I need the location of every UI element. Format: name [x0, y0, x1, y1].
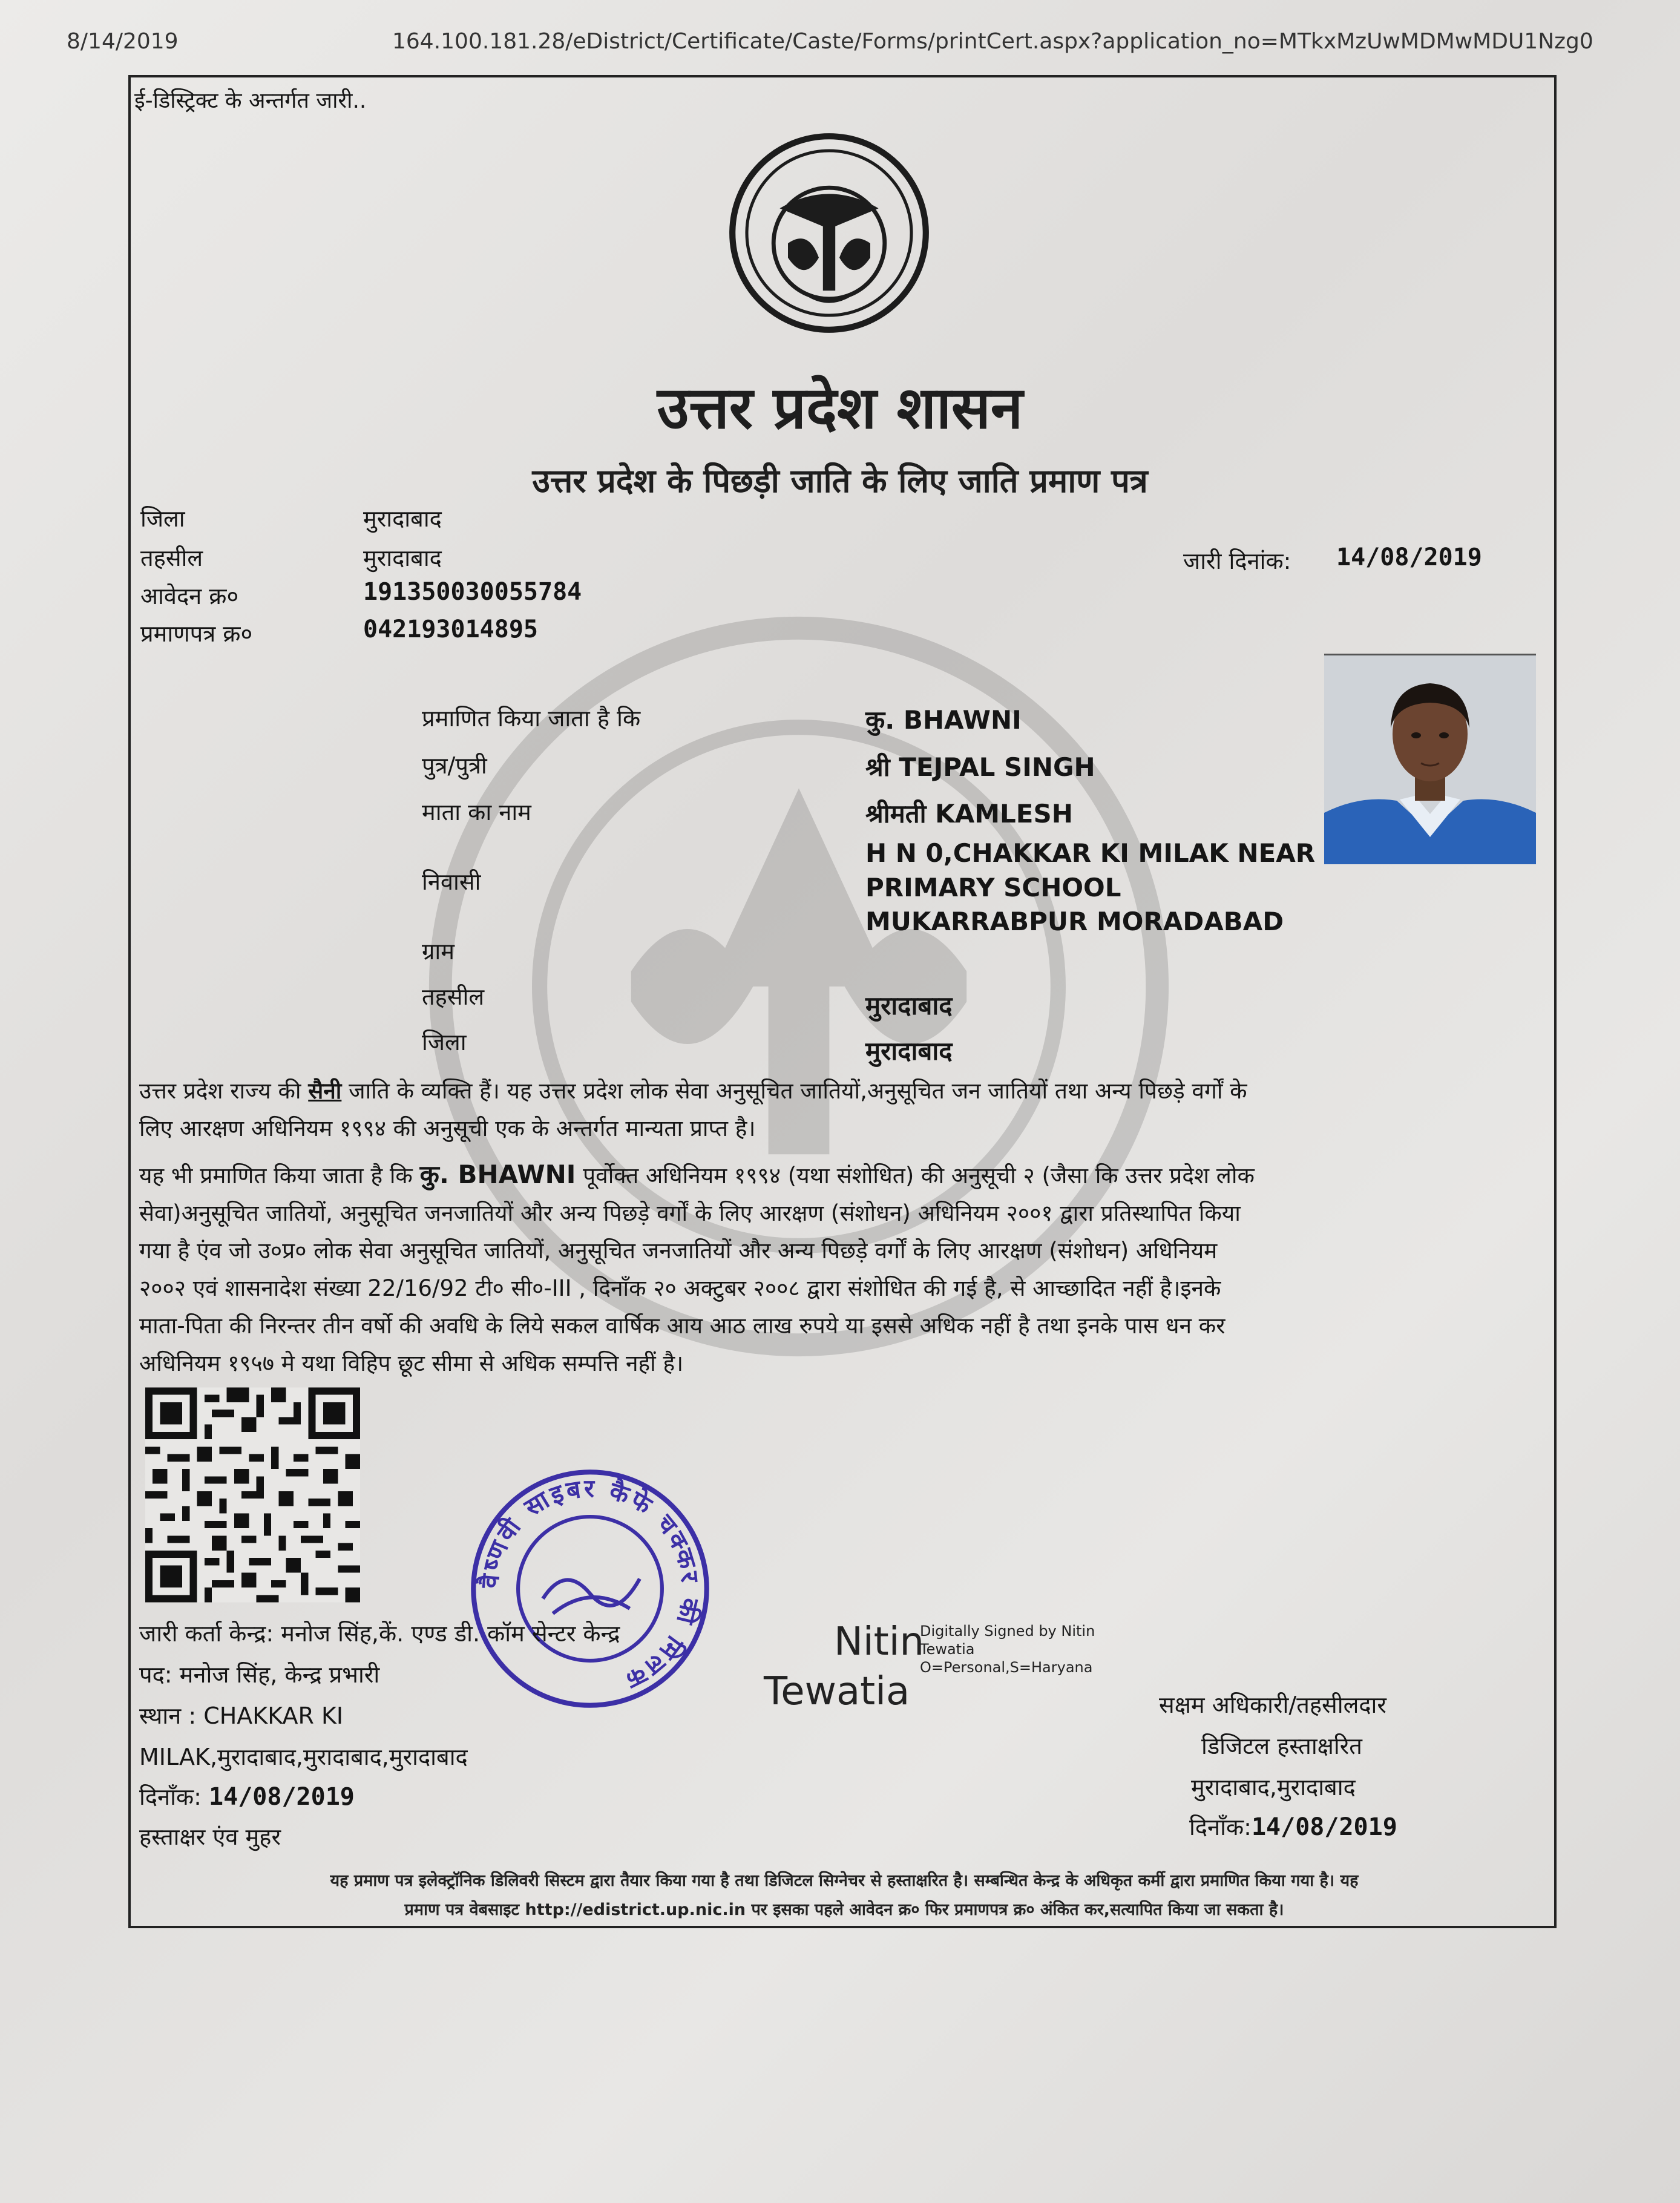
- issue-place-line-1: स्थान : CHAKKAR KI: [139, 1702, 344, 1729]
- district-value: मुरादाबाद: [363, 505, 442, 532]
- issuer-date: दिनाँक: 14/08/2019: [139, 1783, 355, 1811]
- field-district-value: मुरादाबाद: [865, 1036, 953, 1066]
- signature-and-seal-label: हस्ताक्षर एंव मुहर: [139, 1824, 281, 1850]
- signer-first-name: Nitin: [834, 1620, 925, 1664]
- print-url: 164.100.181.28/eDistrict/Certificate/Caste/Forms/printCert.aspx?application_no=MTkxMzUwMDMwMDU1Nzg0: [392, 29, 1593, 54]
- resident-label: निवासी: [422, 868, 481, 895]
- signer-last-name: Tewatia: [764, 1669, 910, 1714]
- up-government-emblem-icon: [726, 130, 932, 336]
- authority-title: सक्षम अधिकारी/तहसीलदार: [1159, 1692, 1386, 1718]
- page-subtitle: उत्तर प्रदेश के पिछड़ी जाति के लिए जाति प्रमाण पत्र: [532, 461, 1148, 500]
- tehsil-value: मुरादाबाद: [363, 545, 442, 571]
- issue-date-value: 14/08/2019: [1336, 543, 1482, 571]
- issuer-post: पद: मनोज सिंह, केन्द्र प्रभारी: [139, 1661, 380, 1688]
- page-title: उत्तर प्रदेश शासन: [657, 373, 1023, 442]
- issuing-center: जारी कर्ता केन्द्र: मनोज सिंह,कें. एण्ड डी. कॉम सेन्टर केन्द्र: [139, 1620, 620, 1647]
- authority-location: मुरादाबाद,मुरादाबाद: [1191, 1774, 1356, 1801]
- person-photo-icon: [1324, 655, 1536, 864]
- mother-name: श्रीमती KAMLESH: [865, 799, 1073, 829]
- mother-label: माता का नाम: [422, 799, 531, 826]
- applicant-photo: [1324, 654, 1536, 864]
- parent-label: पुत्र/पुत्री: [422, 752, 487, 779]
- disclaimer-line-1: यह प्रमाण पत्र इलेक्ट्रॉनिक डिलिवरी सिस्टम द्वारा तैयार किया गया है तथा डिजिटल सिग्नेचर से हस्ताक्षरित है। सम्बन्धित केन्द्र के अधिकृत कर्मी द्वारा प्रमाणित किया गया है। यह: [330, 1871, 1359, 1890]
- field-tehsil-label: तहसील: [422, 983, 485, 1010]
- address-line-1: H N 0,CHAKKAR KI MILAK NEAR: [865, 838, 1316, 868]
- authority-date: दिनाँक:14/08/2019: [1189, 1813, 1397, 1841]
- district-label: जिला: [140, 505, 185, 532]
- authority-digital-sign: डिजिटल हस्ताक्षरित: [1201, 1733, 1362, 1759]
- clause-applicant-name: कु. BHAWNI: [419, 1160, 576, 1189]
- paragraph-caste: उत्तर प्रदेश राज्य की सैनी जाति के व्यक्ति हैं। यह उत्तर प्रदेश लोक सेवा अनुसूचित जातियों,अनुसूचित जन जातियों तथा अन्य पिछड़े वर्गों के लिए आरक्षण अधिनियम १९९४ की अनुसूची एक के अन्तर्गत मान्यता प्राप्त है।: [139, 1078, 1247, 1141]
- paragraph-income-clause: यह भी प्रमाणित किया जाता है कि कु. BHAWNI पूर्वोक्त अधिनियम १९९४ (यथा संशोधित) की अनुसूची २ (जैसा कि उत्तर प्रदेश लोक सेवा)अनुसूचित जातियों, अनुसूचित जनजातियों और अन्य पिछड़े वर्गों के लिए आरक्षण (संशोधन) अधिनियम २००१ द्वारा प्रतिस्थापित किया गया है एंव जो उ०प्र० लोक सेवा अनुसूचित जातियों, अनुसूचित जनजातियों और अन्य पिछड़े वर्गों के लिए आरक्षण (संशोधन) अधिनियम २००२ एवं शासनादेश संख्या 22/16/92 टी० सी०-III , दिनाँक २० अक्टुबर २००८ द्वारा संशोधित की गई है, से आच्छादित नहीं है।इनके माता-पिता की निरन्तर तीन वर्षो की अवधि के लिये सकल वार्षिक आय आठ लाख रुपये या इससे अधिक नहीं है तथा इनके पास धन कर अधिनियम १९५७ मे यथा विहिप छूट सीमा से अधिक सम्पत्ति नहीं है।: [139, 1160, 1255, 1376]
- parent-name: श्री TEJPAL SINGH: [865, 752, 1095, 782]
- application-label: आवेदन क्र०: [140, 583, 239, 609]
- svg-text:वैष्णवी साइबर कैफे चक्कर की मि: वैष्णवी साइबर कैफे चक्कर की मिलक: [474, 1474, 705, 1696]
- signature-line-1: Digitally Signed by Nitin: [920, 1623, 1095, 1640]
- application-number: 191350030055784: [363, 578, 582, 606]
- signature-line-2: Tewatia: [920, 1641, 975, 1658]
- caste-name: सैनी: [308, 1078, 342, 1104]
- issued-under-note: ई-डिस्ट्रिक्ट के अन्तर्गत जारी..: [134, 88, 367, 113]
- disclaimer-line-2: प्रमाण पत्र वेबसाइट http://edistrict.up.nic.in पर इसका पहले आवेदन क्र० फिर प्रमाणपत्र क्र० अंकित कर,सत्यापित किया जा सकता है।: [404, 1900, 1284, 1919]
- address-line-2: PRIMARY SCHOOL: [865, 873, 1121, 902]
- field-district-label: जिला: [422, 1029, 467, 1056]
- signature-line-3: O=Personal,S=Haryana: [920, 1659, 1093, 1676]
- tehsil-label: तहसील: [140, 545, 203, 571]
- print-date: 8/14/2019: [67, 29, 179, 54]
- applicant-name: कु. BHAWNI: [865, 705, 1022, 735]
- certificate-label: प्रमाणपत्र क्र०: [140, 620, 253, 647]
- field-tehsil-value: मुरादाबाद: [865, 991, 953, 1020]
- address-line-3: MUKARRABPUR MORADABAD: [865, 907, 1284, 936]
- issue-date-label: जारी दिनांक:: [1183, 548, 1291, 574]
- center-seal-stamp: [466, 1465, 714, 1713]
- certificate-number: 042193014895: [363, 616, 538, 643]
- issue-place-line-2: MILAK,मुरादाबाद,मुरादाबाद,मुरादाबाद: [139, 1744, 468, 1770]
- certified-label: प्रमाणित किया जाता है कि: [422, 705, 641, 732]
- village-label: ग्राम: [422, 938, 454, 965]
- verification-qr-code[interactable]: [145, 1386, 360, 1604]
